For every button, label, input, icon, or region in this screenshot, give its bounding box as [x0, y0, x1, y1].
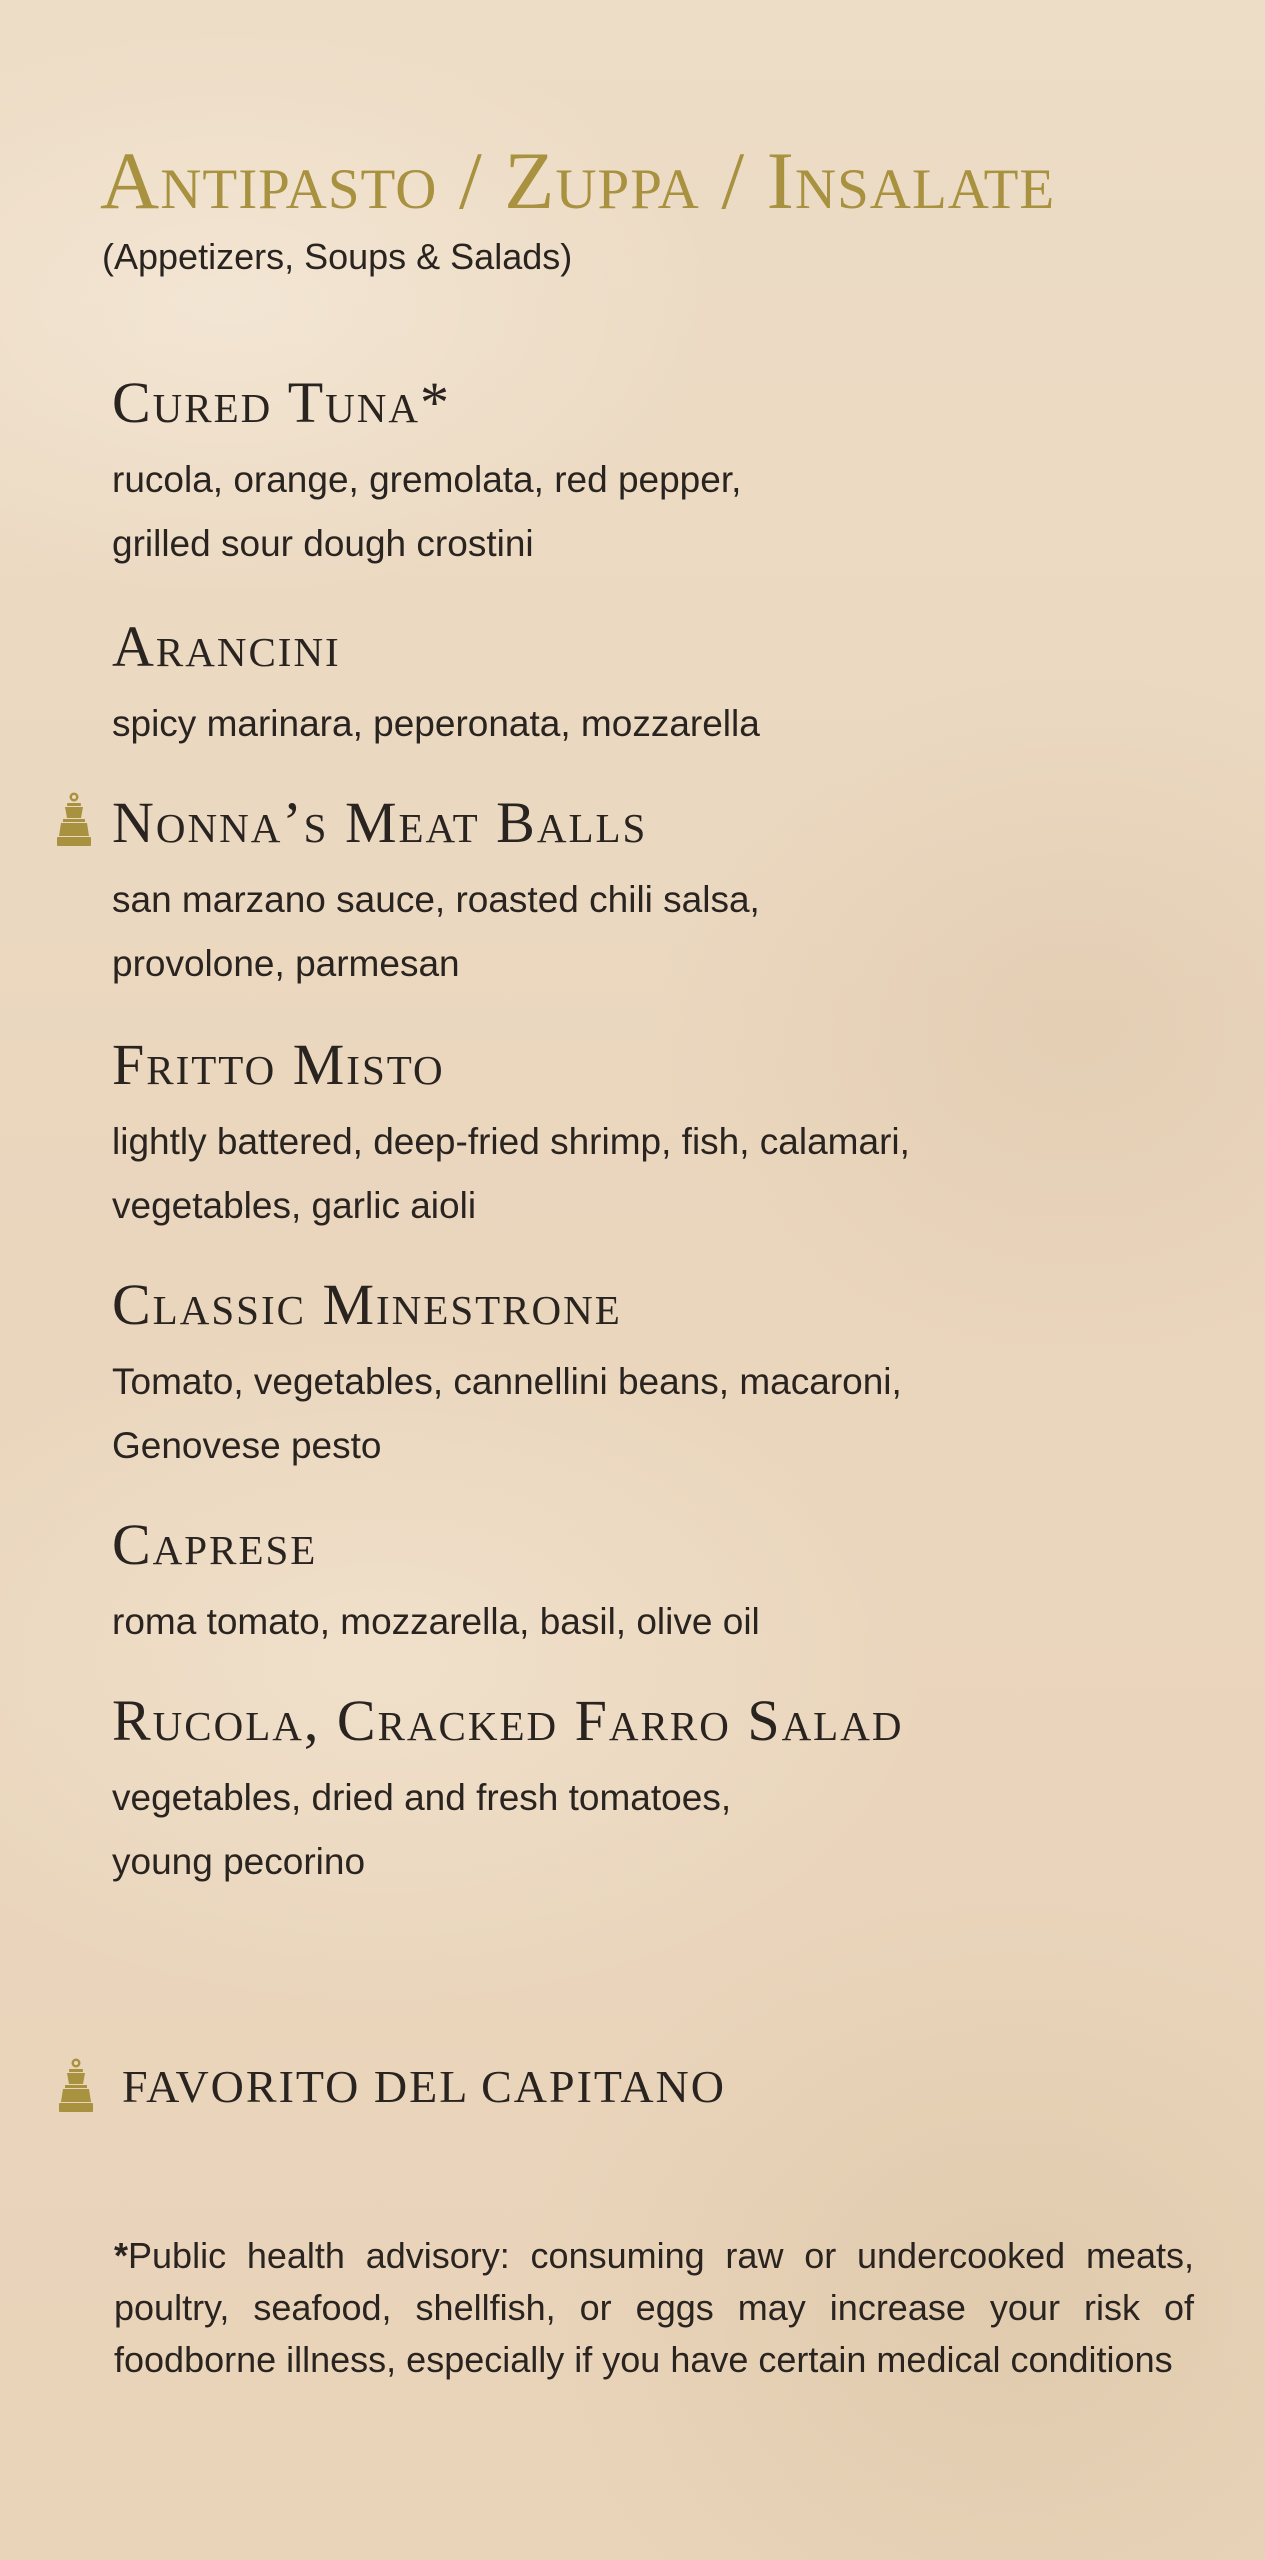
menu-item-description-line: grilled sour dough crostini	[112, 523, 534, 564]
section-title: Antipasto / Zuppa / Insalate	[100, 135, 1056, 226]
menu-item-description-line: vegetables, dried and fresh tomatoes,	[112, 1777, 732, 1818]
menu-item-name: Cured Tuna*	[112, 370, 452, 435]
menu-item-description	[112, 448, 1212, 576]
advisory-text: Public health advisory: consuming raw or undercooked meats, poultry, seafood, shellfish, or eggs may increase your risk of foodborne illness, especially if you have certain medical conditions	[114, 2235, 1194, 2380]
menu-item-description	[112, 868, 1212, 996]
menu-item-description	[112, 692, 1212, 756]
menu-item-description-line: roma tomato, mozzarella, basil, olive oil	[112, 1601, 760, 1642]
menu-item-arancini	[112, 614, 1212, 756]
menu-item-description-line: Genovese pesto	[112, 1425, 382, 1466]
section-subtitle: (Appetizers, Soups & Salads)	[102, 236, 573, 277]
advisory-asterisk: *	[114, 2235, 129, 2276]
menu-item-rucola-cracked-farro-salad	[112, 1688, 1212, 1894]
menu-item-name: Fritto Misto	[112, 1032, 445, 1097]
favorite-legend	[56, 2058, 726, 2114]
menu-item-name: Classic Minestrone	[112, 1272, 622, 1337]
health-advisory	[114, 2230, 1194, 2386]
menu-item-name: Rucola, Cracked Farro Salad	[112, 1688, 904, 1753]
menu-item-description-line: san marzano sauce, roasted chili salsa,	[112, 879, 760, 920]
crown-icon	[56, 2058, 96, 2114]
menu-item-description	[112, 1766, 1212, 1894]
menu-item-fritto-misto	[112, 1032, 1212, 1238]
menu-item-description-line: provolone, parmesan	[112, 943, 460, 984]
menu-item-cured-tuna	[112, 370, 1212, 576]
menu-item-description	[112, 1590, 1212, 1654]
menu-item-name: Caprese	[112, 1512, 318, 1577]
menu-item-description	[112, 1110, 1212, 1238]
menu-item-description-line: rucola, orange, gremolata, red pepper,	[112, 459, 742, 500]
menu-item-name: Nonna’s Meat Balls	[112, 790, 648, 855]
menu-item-description	[112, 1350, 1212, 1478]
menu-item-name: Arancini	[112, 614, 341, 679]
menu-item-description-line: spicy marinara, peperonata, mozzarella	[112, 703, 760, 744]
menu-item-nonnas-meat-balls	[112, 790, 1212, 996]
menu-item-description-line: lightly battered, deep-fried shrimp, fish, calamari,	[112, 1121, 910, 1162]
menu-item-caprese	[112, 1512, 1212, 1654]
menu-item-description-line: vegetables, garlic aioli	[112, 1185, 477, 1226]
favorite-legend-label: FAVORITO DEL CAPITANO	[122, 2060, 726, 2112]
menu-item-description-line: Tomato, vegetables, cannellini beans, macaroni,	[112, 1361, 902, 1402]
menu-item-description-line: young pecorino	[112, 1841, 366, 1882]
crown-icon	[54, 792, 94, 848]
menu-item-classic-minestrone	[112, 1272, 1212, 1478]
